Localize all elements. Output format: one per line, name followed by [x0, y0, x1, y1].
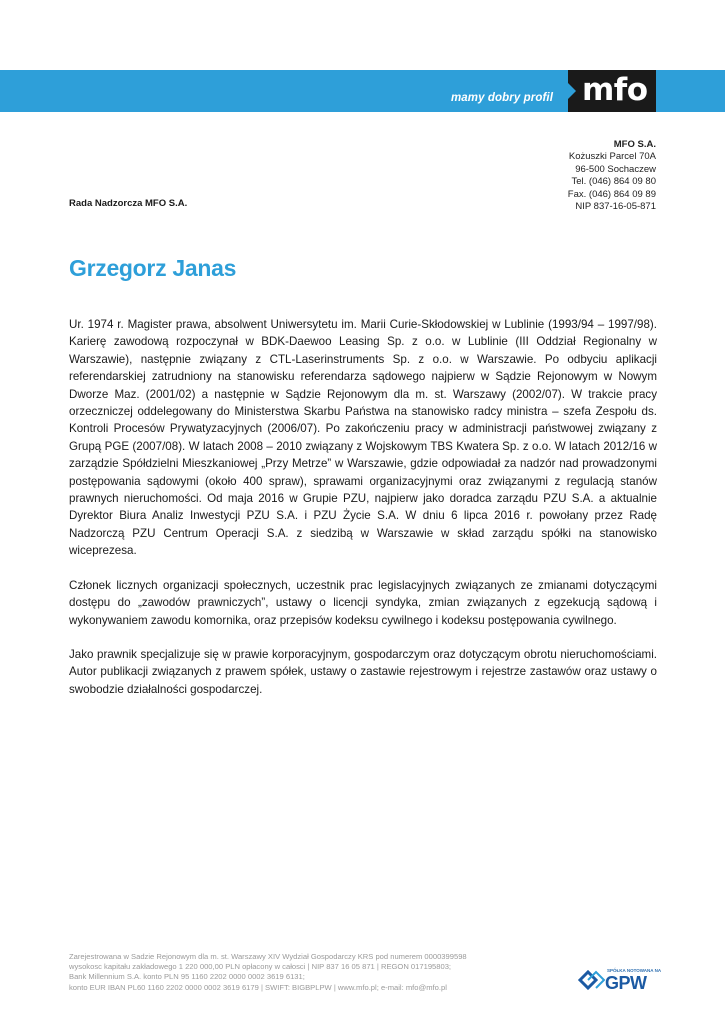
company-tel: Tel. (046) 864 09 80: [571, 176, 656, 188]
company-nip: NIP 837-16-05-871: [575, 201, 656, 213]
tagline: mamy dobry profil: [450, 92, 553, 104]
footer-line-bank-eur: konto EUR IBAN PL60 1160 2202 0000 0002 3619 6179 | SWIFT: BIGBPLPW | www.mfo.pl; e-mail: mfo@mfo.pl: [69, 982, 447, 992]
paragraph-biography: Ur. 1974 r. Magister prawa, absolwent Uniwersytetu im. Marii Curie-Skłodowskiej w Lublinie (1993/94 – 1997/98). Karierę zawodową rozpoczynał w BDK-Daewoo Leasing Sp. z o.o. w Lublinie (III Oddział Regionalny w Warszawie), następnie związany z CTL-Laserinstruments Sp. z o.o. w Warszawie. Po odbyciu aplikacji referendarskiej zatrudniony na stanowisku referendarza sądowego najpierw w Sądzie Rejonowym w Nowym Dworze Maz. (2001/02) a następnie w Sądzie Rejonowym dla m. st. Warszawy (2002/07). W trakcie pracy orzeczniczej oddelegowany do Ministerstwa Skarbu Państwa na stanowisko radcy ministra – szefa Zespołu ds. Kontroli Procesów Prywatyzacyjnych (2006/07). Po zakończeniu pracy w administracji państwowej związany z Grupą PGE (2007/08). W latach 2008 – 2010 związany z Wojskowym TBS Kwatera Sp. z o.o. W latach 2012/16 w zarządzie Spółdzielni Mieszkaniowej „Przy Metrze” w Warszawie, gdzie odpowiadał za nadzór nad prowadzonymi postępowania sądowymi (około 400 spraw), sprawami organizacyjnymi oraz związanymi z regulacją stanów prawnych nieruchomości. Od maja 2016 w Grupie PZU, najpierw jako doradca zarządu PZU S.A. a aktualnie Dyrektor Biura Analiz Inwestycji PZU S.A. i PZU Życie S.A. W dniu 6 lipca 2016 r. powołany przez Radę Nadzorczą PZU Centrum Operacji S.A. z siedzibą w Warszawie w skład zarządu spółki na stanowisko wiceprezesa.: [69, 318, 657, 558]
company-name: MFO S.A.: [613, 139, 656, 150]
document-body: [69, 316, 657, 715]
company-fax: Fax. (046) 864 09 89: [567, 188, 656, 200]
footer-line-bank-pln: Bank Millennium S.A. konto PLN 95 1160 2202 0000 0002 3619 6131;: [69, 972, 305, 982]
footer-legal: [69, 952, 539, 993]
paragraph-memberships: Członek licznych organizacji społecznych, uczestnik prac legislacyjnych związanych ze zmianami dotyczącymi dostępu do „zawodów prawniczych”, ustawy o licencji syndyka, zmian związanych z egzekucją sądową i wykonywaniem zawodu komornika, oraz przepisów kodeksu cywilnego i kodeksu postępowania cywilnego.: [69, 578, 657, 627]
logo-notch: [568, 83, 576, 99]
company-address-block: [568, 139, 656, 213]
company-address-line1: Kożuszki Parcel 70A: [568, 151, 656, 163]
page-title: Grzegorz Janas: [69, 255, 237, 281]
paragraph-specialization: Jako prawnik specjalizuje się w prawie korporacyjnym, gospodarczym oraz dotyczącym obrotu nieruchomościami. Autor publikacji związanych z prawem spółek, ustawy o zastawie rejestrowym i rejestrze zastawów oraz ustawy o swobodzie działalności gospodarczej.: [69, 647, 657, 696]
addressee: Rada Nadzorcza MFO S.A.: [69, 198, 188, 209]
footer-line-registration: Zarejestrowana w Sadzie Rejonowym dla m. st. Warszawy XIV Wydział Gospodarczy KRS pod numerem 0000399598: [69, 952, 467, 961]
gpw-logo-text: GPW: [605, 973, 647, 993]
company-address-line2: 96-500 Sochaczew: [575, 163, 656, 175]
gpw-caption: SPÓŁKA NOTOWANA NA: [607, 968, 662, 973]
mfo-logo-text: mfo: [582, 72, 648, 108]
footer-line-capital: wysokosc kapitału zakładowego 1 220 000,00 PLN opłacony w całosci | NIP 837 16 05 871 | REGON 017195803;: [69, 962, 452, 972]
